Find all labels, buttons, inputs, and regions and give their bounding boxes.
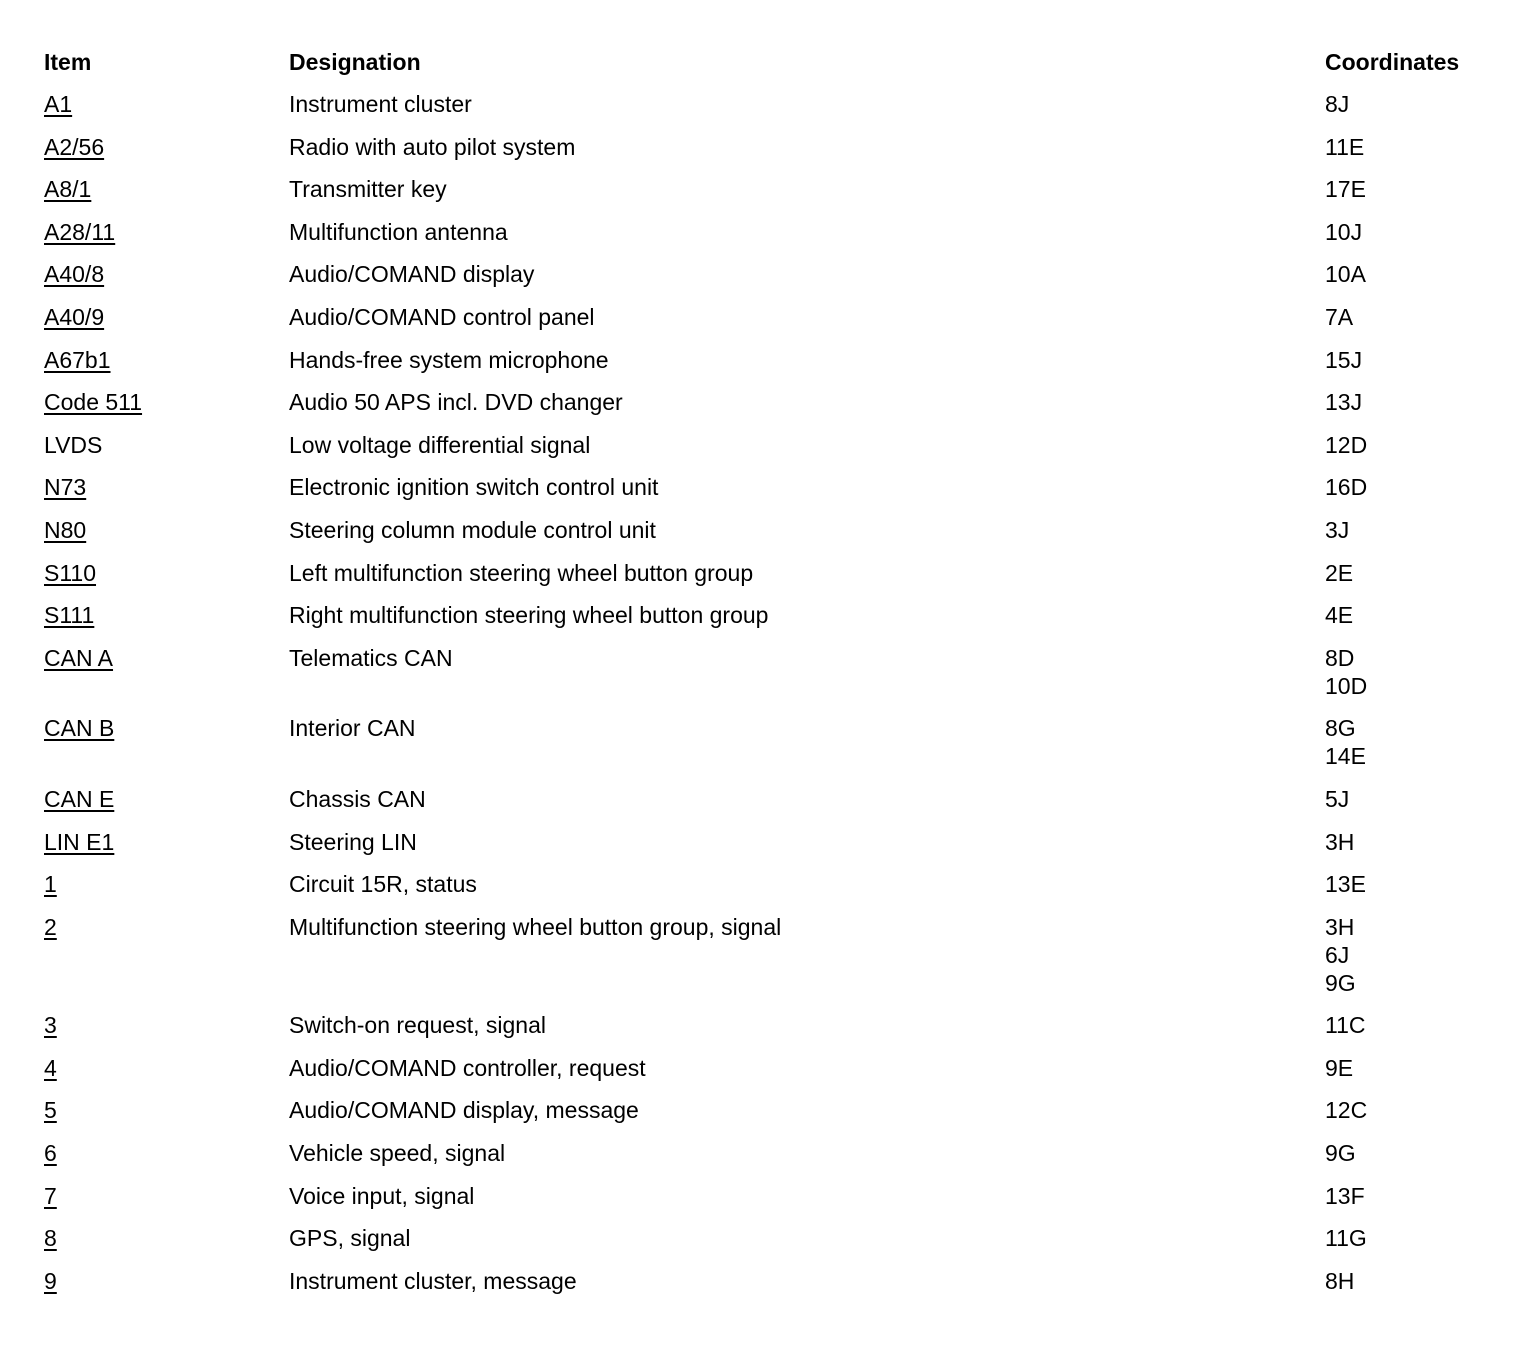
item-cell bbox=[44, 218, 289, 261]
designation-cell: Right multifunction steering wheel button group bbox=[289, 602, 769, 629]
item-link[interactable]: 7 bbox=[44, 1182, 57, 1209]
item-cell bbox=[44, 175, 289, 218]
designation-cell: Instrument cluster bbox=[289, 91, 472, 117]
table-row bbox=[44, 1096, 1484, 1139]
item-link[interactable]: CAN B bbox=[44, 715, 115, 742]
coordinate-value: 14E bbox=[1325, 743, 1366, 770]
coordinate-value: 9G bbox=[1325, 1140, 1356, 1167]
coordinate-value: 8D bbox=[1325, 644, 1355, 671]
designation-cell: Audio/COMAND controller, request bbox=[289, 1054, 646, 1081]
table-row bbox=[44, 431, 1484, 474]
coordinate-value: 4E bbox=[1325, 602, 1354, 629]
item-cell bbox=[44, 913, 289, 1012]
item-link[interactable]: 5 bbox=[44, 1097, 57, 1124]
designation-cell: Multifunction steering wheel button group, signal bbox=[289, 913, 782, 940]
coordinate-value: 11E bbox=[1325, 133, 1365, 160]
table-row bbox=[44, 90, 1484, 133]
coordinates-cell bbox=[1325, 1139, 1484, 1182]
item-link[interactable]: CAN E bbox=[44, 785, 115, 812]
coordinates-cell bbox=[1325, 388, 1484, 431]
item-cell bbox=[44, 870, 289, 913]
item-cell bbox=[44, 1267, 289, 1310]
item-link[interactable]: CAN A bbox=[44, 644, 114, 671]
table-row bbox=[44, 644, 1484, 715]
item-cell bbox=[44, 601, 289, 644]
table-row bbox=[44, 1182, 1484, 1225]
item-link[interactable]: 8 bbox=[44, 1225, 57, 1252]
header-designation: Designation bbox=[289, 49, 421, 75]
coordinates-cell bbox=[1325, 303, 1484, 346]
designation-cell: Interior CAN bbox=[289, 715, 416, 742]
table-row bbox=[44, 559, 1484, 602]
table-row bbox=[44, 601, 1484, 644]
item-cell bbox=[44, 303, 289, 346]
coordinate-value: 10J bbox=[1325, 218, 1363, 245]
table-row bbox=[44, 785, 1484, 828]
item-cell bbox=[44, 644, 289, 715]
item-cell bbox=[44, 714, 289, 785]
item-link[interactable]: A28/11 bbox=[44, 218, 116, 245]
coordinates-cell bbox=[1325, 218, 1484, 261]
item-cell bbox=[44, 1224, 289, 1267]
coordinates-cell bbox=[1325, 1224, 1484, 1267]
designation-cell: Radio with auto pilot system bbox=[289, 133, 576, 160]
coordinates-cell bbox=[1325, 431, 1484, 474]
coordinates-cell bbox=[1325, 559, 1484, 602]
coordinate-value: 9E bbox=[1325, 1054, 1354, 1081]
coordinate-value: 9G bbox=[1325, 969, 1356, 996]
item-link[interactable]: 1 bbox=[44, 871, 57, 898]
item-cell bbox=[44, 828, 289, 871]
item-cell bbox=[44, 559, 289, 602]
coordinates-cell bbox=[1325, 1096, 1484, 1139]
coordinate-value: 5J bbox=[1325, 785, 1350, 812]
table-row bbox=[44, 133, 1484, 176]
coordinates-cell bbox=[1325, 260, 1484, 303]
item-cell bbox=[44, 133, 289, 176]
coordinate-value: 6J bbox=[1325, 941, 1350, 968]
item-link[interactable]: Code 511 bbox=[44, 389, 143, 416]
coordinate-value: 7A bbox=[1325, 303, 1354, 330]
legend-body bbox=[44, 90, 1484, 1309]
item-link[interactable]: N80 bbox=[44, 516, 87, 543]
coordinate-value: 11G bbox=[1325, 1225, 1367, 1252]
coordinate-value: 15J bbox=[1325, 346, 1363, 373]
item-cell bbox=[44, 90, 289, 133]
designation-cell: Voice input, signal bbox=[289, 1182, 475, 1209]
table-row bbox=[44, 1224, 1484, 1267]
table-row bbox=[44, 1054, 1484, 1097]
item-cell bbox=[44, 431, 289, 474]
designation-cell: Low voltage differential signal bbox=[289, 431, 591, 458]
item-link[interactable]: 3 bbox=[44, 1012, 57, 1039]
header-row bbox=[44, 48, 1484, 90]
table-row bbox=[44, 1267, 1484, 1310]
legend-table bbox=[44, 48, 1484, 1309]
coordinates-cell bbox=[1325, 1011, 1484, 1054]
coordinates-cell bbox=[1325, 913, 1484, 1012]
coordinate-value: 10D bbox=[1325, 672, 1368, 699]
item-link[interactable]: 4 bbox=[44, 1054, 57, 1081]
item-link[interactable]: S111 bbox=[44, 602, 95, 629]
designation-cell: Multifunction antenna bbox=[289, 218, 508, 245]
item-link[interactable]: A67b1 bbox=[44, 346, 111, 373]
coordinate-value: 17E bbox=[1325, 176, 1366, 203]
coordinate-value: 10A bbox=[1325, 261, 1366, 288]
item-link[interactable]: LIN E1 bbox=[44, 828, 115, 855]
designation-cell: Audio 50 APS incl. DVD changer bbox=[289, 389, 623, 416]
designation-cell: Telematics CAN bbox=[289, 644, 453, 671]
table-row bbox=[44, 1139, 1484, 1182]
coordinate-value: 13E bbox=[1325, 871, 1366, 898]
item-link[interactable]: A40/8 bbox=[44, 261, 105, 288]
table-row bbox=[44, 473, 1484, 516]
designation-cell: Vehicle speed, signal bbox=[289, 1140, 506, 1167]
coordinate-value: 16D bbox=[1325, 474, 1368, 501]
coordinate-value: 8J bbox=[1325, 91, 1350, 117]
item-cell bbox=[44, 1096, 289, 1139]
header-coordinates: Coordinates bbox=[1325, 49, 1460, 75]
coordinate-value: 13J bbox=[1325, 389, 1363, 416]
table-row bbox=[44, 303, 1484, 346]
item-link[interactable]: 6 bbox=[44, 1140, 57, 1167]
coordinate-value: 3H bbox=[1325, 913, 1355, 940]
item-cell bbox=[44, 516, 289, 559]
item-link[interactable]: S110 bbox=[44, 559, 97, 586]
designation-cell: Circuit 15R, status bbox=[289, 871, 477, 898]
coordinates-cell bbox=[1325, 644, 1484, 715]
designation-cell: Switch-on request, signal bbox=[289, 1012, 546, 1039]
designation-cell: Chassis CAN bbox=[289, 785, 426, 812]
table-row bbox=[44, 870, 1484, 913]
coordinates-cell bbox=[1325, 1267, 1484, 1310]
designation-cell: Hands-free system microphone bbox=[289, 346, 609, 373]
designation-cell: Audio/COMAND display bbox=[289, 261, 535, 288]
table-row bbox=[44, 714, 1484, 785]
designation-cell: Left multifunction steering wheel button group bbox=[289, 559, 754, 586]
coordinate-value: 12D bbox=[1325, 431, 1368, 458]
item-cell bbox=[44, 388, 289, 431]
coordinate-value: 11C bbox=[1325, 1012, 1366, 1039]
item-cell bbox=[44, 785, 289, 828]
coordinates-cell bbox=[1325, 346, 1484, 389]
item-cell bbox=[44, 1139, 289, 1182]
table-row bbox=[44, 388, 1484, 431]
coordinate-value: 3J bbox=[1325, 516, 1350, 543]
coordinates-cell bbox=[1325, 90, 1484, 133]
coordinate-value: 12C bbox=[1325, 1097, 1368, 1124]
designation-cell: GPS, signal bbox=[289, 1225, 411, 1252]
coordinates-cell bbox=[1325, 133, 1484, 176]
table-row bbox=[44, 913, 1484, 1012]
coordinates-cell bbox=[1325, 828, 1484, 871]
coordinates-cell bbox=[1325, 714, 1484, 785]
item-cell bbox=[44, 1011, 289, 1054]
coordinate-value: 3H bbox=[1325, 828, 1355, 855]
designation-cell: Steering column module control unit bbox=[289, 516, 656, 543]
item-link[interactable]: N73 bbox=[44, 474, 87, 501]
table-row bbox=[44, 260, 1484, 303]
item-cell bbox=[44, 346, 289, 389]
designation-cell: Steering LIN bbox=[289, 828, 417, 855]
coordinate-value: 8G bbox=[1325, 715, 1356, 742]
table-row bbox=[44, 346, 1484, 389]
table-row bbox=[44, 175, 1484, 218]
item-cell bbox=[44, 1182, 289, 1225]
table-row bbox=[44, 516, 1484, 559]
coordinates-cell bbox=[1325, 473, 1484, 516]
coordinates-cell bbox=[1325, 175, 1484, 218]
item-link[interactable]: 2 bbox=[44, 913, 57, 940]
designation-cell: Transmitter key bbox=[289, 176, 447, 203]
designation-cell: Audio/COMAND display, message bbox=[289, 1097, 639, 1124]
designation-cell: Instrument cluster, message bbox=[289, 1267, 577, 1294]
item-link[interactable]: A2/56 bbox=[44, 133, 105, 160]
designation-cell: Electronic ignition switch control unit bbox=[289, 474, 659, 501]
coordinates-cell bbox=[1325, 870, 1484, 913]
item-label: LVDS bbox=[44, 431, 103, 458]
coordinate-value: 13F bbox=[1325, 1182, 1365, 1209]
item-link[interactable]: A1 bbox=[44, 91, 73, 117]
designation-cell: Audio/COMAND control panel bbox=[289, 303, 595, 330]
table-row bbox=[44, 218, 1484, 261]
table-row bbox=[44, 1011, 1484, 1054]
coordinates-cell bbox=[1325, 1054, 1484, 1097]
coordinates-cell bbox=[1325, 601, 1484, 644]
item-cell bbox=[44, 260, 289, 303]
item-link[interactable]: A8/1 bbox=[44, 176, 92, 203]
item-cell bbox=[44, 473, 289, 516]
coordinates-cell bbox=[1325, 516, 1484, 559]
coordinate-value: 8H bbox=[1325, 1267, 1355, 1294]
coordinate-value: 2E bbox=[1325, 559, 1354, 586]
item-link[interactable]: 9 bbox=[44, 1267, 57, 1294]
coordinates-cell bbox=[1325, 1182, 1484, 1225]
coordinates-cell bbox=[1325, 785, 1484, 828]
item-link[interactable]: A40/9 bbox=[44, 303, 105, 330]
table-row bbox=[44, 828, 1484, 871]
header-item: Item bbox=[44, 49, 92, 75]
item-cell bbox=[44, 1054, 289, 1097]
